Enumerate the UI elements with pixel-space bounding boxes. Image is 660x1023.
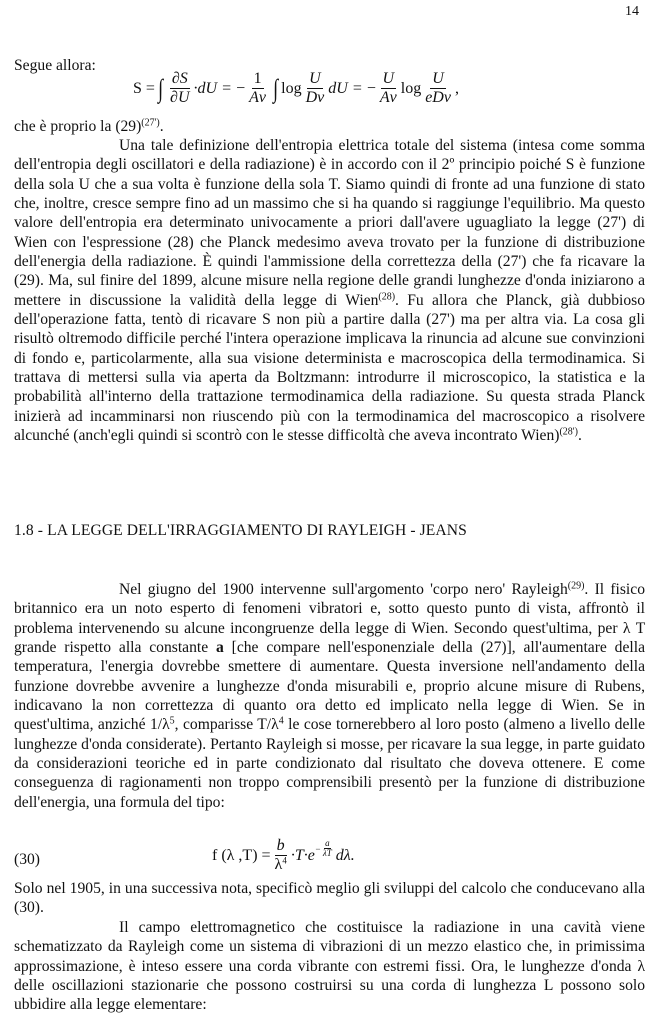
fraction-1-Av: $\frac{1}{A\nu}$ (249, 70, 267, 106)
fraction-U-Dv: $\frac{U}{D\nu}$ (305, 70, 325, 106)
footnote-ref: (27') (141, 117, 160, 129)
paragraph-entropy-definition: Una tale definizione dell'entropia elettrica totale del sistema (intesa come somma dell'entropia degli oscillatori e della radiazione) è in accordo con il 2º principio poiché S è funzione della sola U che a sua volta è funzione della sola T. Siamo quindi di fronte ad una funzione di stato che, inoltre, cresce sempre fino ad un massimo che si ha quando si raggiunge l'equilibrio. Ma questo valore dell'entropia era determinato univocamente a priori dall'avere uguagliato la legge (27') di Wien con l'espressione (28) che Planck medesimo aveva trovato per la funzione di distribuzione dell'energia della radiazione. È quindi l'ammissione della correttezza della (27') che fa ricavare la (29). Ma, sul finire del 1899, alcune misure nella regione delle grandi lunghezze d'onda iniziarono a mettere in discussione la validità della legge di Wien$^{(28)}$. Fu allora che Planck, già dubbioso dell'operazione fatta, tentò di ricavare S non più a partire dalla (27') ma per altra via. La cosa gli risultò oltremodo difficile perché l'intera operazione implicava la rinuncia ad alcune sue convinzioni di fondo e, particolarmente, alla sua visione determinista e macroscopica della termodinamica. Si trattava di mettersi sulla via aperta da Boltzmann: introdurre il microscopico, la statistica e la probabilità all'interno della trattazione termodinamica della radiazione. Su questa strada Planck inizierà ad incamminarsi non riuscendo più con la termodinamica del macroscopico a risolvere alcunché (anch'egli quindi si scontrò con le stesse difficoltà che aveva incontrato Wien)$^{(28')}$. (14, 137, 645, 445)
lambda-symbol: λ (162, 716, 170, 734)
paragraph-1905: Solo nel 1905, in una successiva nota, specificò meglio gli sviluppi del calcolo che conducevano alla (30). (14, 880, 645, 917)
fraction-U-Av: $\frac{U}{A\nu}$ (379, 70, 397, 106)
equation-entropy: S = ∫ $\frac{\partial S}{\partial U}$ ·dU = − $\frac{1}{A\nu}$ ∫ log $\frac{U}{D\nu}$ dU = − $\frac{U}{A\nu}$ log $\frac{U}{\text{eDν}}$ , (133, 70, 459, 106)
lambda-symbol: λ (271, 716, 279, 734)
fraction-dS-dU: $\frac{\partial S}{\partial U}$ (170, 70, 190, 106)
integral-symbol: ∫ (157, 73, 163, 103)
equation-rayleigh: f (λ ,T) = $\frac{b}{\lambda^4}$ ·T·e − $\frac{a}{\lambda T}$ dλ. (212, 837, 355, 873)
footnote-ref: (28) (378, 291, 396, 303)
exponent: − $\frac{a}{\lambda T}$ (314, 838, 332, 858)
footnote-ref: (28') (559, 426, 578, 438)
paragraph-em-field: Il campo elettromagnetico che costituisce la radiazione in una cavità viene schematizzato da Rayleigh come un sistema di vibrazioni di un mezzo elastico che, in primissima approssimazione, è inteso essere una corda vibrante con estremi fissi. Ora, le lunghezze d'onda λ delle oscillazioni stazionarie che possono costruirsi su una corda di lunghezza L possono solo ubbidire alla legge elementare: (14, 919, 645, 1014)
lambda-symbol: λ (637, 957, 645, 975)
integral-symbol-2: ∫ (273, 73, 279, 103)
equation-label: (30) (14, 851, 40, 868)
fraction-U-eDv: $\frac{U}{\text{eDν}}$ (425, 70, 451, 106)
section-heading: 1.8 - LA LEGGE DELL'IRRAGGIAMENTO DI RAYLEIGH - JEANS (14, 522, 467, 539)
fraction-b-lambda4: $\frac{b}{\lambda^4}$ (274, 837, 287, 873)
paragraph-rayleigh: Nel giugno del 1900 intervenne sull'argomento 'corpo nero' Rayleigh$^{(29)}$. Il fisico britannico era un noto esperto di fenomeni vibratori e, sotto questo punto di vista, affrontò il problema intervenendo su alcune incongruenze della legge di Wien. Secondo quest'ultima, per λ T grande rispetto alla constante a [che compare nell'esponenziale della (27)], all'aumentare della temperatura, l'energia dovrebbe smettere di aumentare. Questa inversione nell'andamento della funzione dovrebbe avvenire a lunghezze d'onda misurabili e, proprio alcune misure di Rubens, indicavano la non correttezza di quanto ora detto ed implicato nella legge di Wien. Se in quest'ultima, anziché $1/\lambda^5$, comparisse $T/\lambda^4$ le cose tornerebbero al loro posto (almeno a livello delle lunghezze d'onda considerate). Pertanto Rayleigh si mosse, per ricavare la sua legge, in parte guidato da considerazioni teoriche ed in parte condizionato dal risultato che doveva ottenere. E come conseguenza di ragionamenti non troppo comprensibili presentò per la funzione di distribuzione dell'energia, una formula del tipo: (14, 580, 645, 811)
constant-a: a (216, 639, 224, 657)
footnote-ref: (29) (567, 580, 585, 592)
intro-text: Segue allora: (14, 57, 96, 74)
eq-lhs: S = (133, 79, 155, 97)
after-equation-text: che è proprio la $(29)^{(27')}$. (14, 117, 164, 135)
lambda-T-symbol: λ T (622, 619, 645, 637)
page-number: 14 (625, 4, 639, 19)
